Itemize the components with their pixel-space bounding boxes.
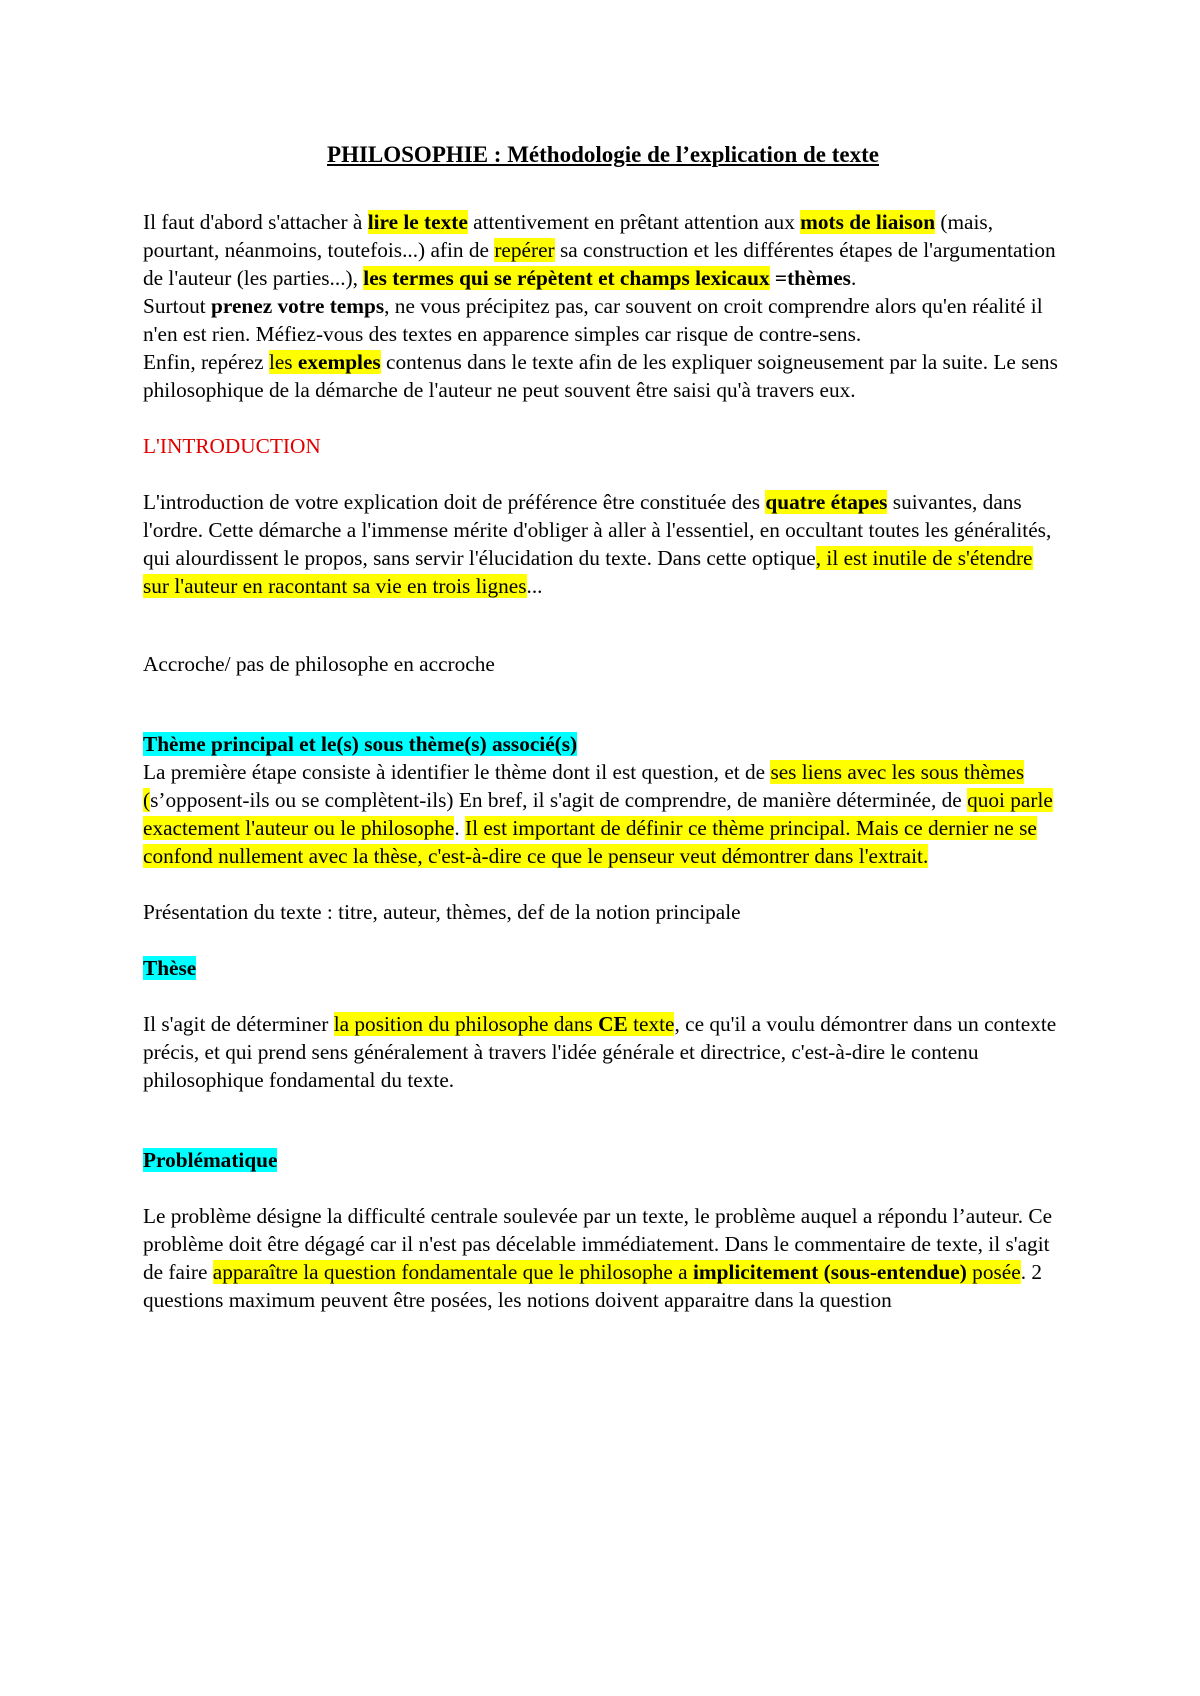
document-content: [143, 140, 1063, 1314]
text-run: , ce qu'il a voulu démontrer dans un contexte précis, et qui prend sens généralement à travers l'idée générale et directrice, c'est-à-dire le contenu philosophique fondamental du texte.: [143, 1012, 1057, 1092]
text-run: (mais, pourtant, néanmoins, toutefois...) afin de: [143, 210, 994, 262]
intro-paragraph-2: [143, 292, 1063, 348]
text-run: ...: [526, 574, 543, 598]
text-run: Il s'agit de déterminer: [143, 1012, 334, 1036]
theme-paragraph: [143, 758, 1063, 870]
text-run: . 2 questions maximum peuvent être posées, les notions doivent apparaitre dans la question: [143, 1260, 1042, 1312]
highlight-les: les: [268, 350, 298, 374]
highlight-reperer: repérer: [494, 238, 555, 262]
highlight-philosopher-position: la position du philosophe dans: [333, 1012, 599, 1036]
text-run: sa construction et les différentes étapes de l'argumentation de l'auteur (les parties...),: [143, 238, 1056, 290]
highlight-four-steps: quatre étapes: [765, 490, 888, 514]
problematique-heading: Problématique: [143, 1148, 278, 1172]
introduction-paragraph: [143, 488, 1063, 600]
these-paragraph: [143, 1010, 1063, 1094]
text-run: .: [850, 266, 857, 290]
intro-paragraph-1: [143, 208, 1063, 292]
highlight-posee: posée: [966, 1260, 1021, 1284]
these-heading: Thèse: [143, 956, 197, 980]
text-run: La première étape consiste à identifier le thème dont il est question, et de: [143, 760, 771, 784]
highlight-define-theme: Il est important de définir ce thème principal. Mais ce dernier ne se confond nullement avec la thèse, c'est-à-dire ce que le penseur veut démontrer dans l'extrait.: [143, 816, 1037, 868]
highlight-examples: exemples: [297, 350, 381, 374]
text-run: , ne vous précipitez pas, car souvent on croit comprendre alors qu'en réalité il n'en est rien. Méfiez-vous des textes en apparence simples car risque de contre-sens.: [143, 294, 1043, 346]
bold-take-time: prenez votre temps: [211, 294, 385, 318]
highlight-linking-words: mots de liaison: [800, 210, 936, 234]
text-run: .: [454, 816, 466, 840]
highlight-implicitly: implicitement (sous-entendue): [692, 1260, 967, 1284]
page-title: PHILOSOPHIE : Méthodologie de l’explication de texte: [327, 142, 879, 167]
accroche-line: Accroche/ pas de philosophe en accroche: [143, 652, 495, 676]
presentation-line: Présentation du texte : titre, auteur, thèmes, def de la notion principale: [143, 900, 741, 924]
highlight-fundamental-question: apparaître la question fondamentale que le philosophe a: [212, 1260, 693, 1284]
highlight-what-author-talks-about: quoi parle exactement l'auteur ou le philosophe: [143, 788, 1053, 840]
text-run: s’opposent-ils ou se complètent-ils) En bref, il s'agit de comprendre, de manière déterminée, de: [150, 788, 968, 812]
highlight-ce: CE: [598, 1012, 628, 1036]
intro-paragraph-3: [143, 348, 1063, 404]
text-run: Surtout: [143, 294, 212, 318]
introduction-heading: L'INTRODUCTION: [143, 434, 321, 458]
text-run: Enfin, repérez: [143, 350, 269, 374]
text-run: =: [769, 266, 788, 290]
text-run: Il faut d'abord s'attacher à: [143, 210, 368, 234]
text-run: contenus dans le texte afin de les expliquer soigneusement par la suite. Le sens philosophique de la démarche de l'auteur ne peut souvent être saisi qu'à travers eux.: [143, 350, 1058, 402]
problematique-heading-line: [143, 1146, 1063, 1174]
text-run: suivantes, dans l'ordre. Cette démarche a l'immense mérite d'obliger à aller à l'essentiel, en occultant toutes les généralités, qui alourdissent le propos, sans servir l'élucidation du texte. Dans cette optique: [143, 490, 1052, 570]
theme-heading-line: [143, 730, 1063, 758]
theme-heading: Thème principal et le(s) sous thème(s) associé(s): [143, 732, 578, 756]
highlight-repeated-terms: les termes qui se répètent et champs lexicaux: [363, 266, 770, 290]
highlight-sub-themes: ses liens avec les sous thèmes (: [143, 760, 1025, 812]
text-run: attentivement en prêtant attention aux: [467, 210, 801, 234]
these-heading-line: [143, 954, 1063, 982]
text-run: Le problème désigne la difficulté centrale soulevée par un texte, le problème auquel a répondu l’auteur. Ce problème doit être dégagé car il n'est pas décelable immédiatement. Dans le commentaire de texte, il s'agit de faire: [143, 1204, 1053, 1284]
problematique-paragraph: [143, 1202, 1063, 1314]
bold-themes: thèmes: [787, 266, 851, 290]
highlight-texte: texte: [627, 1012, 675, 1036]
highlight-read-text: lire le texte: [367, 210, 468, 234]
highlight-useless-biography: , il est inutile de s'étendre sur l'auteur en racontant sa vie en trois lignes: [143, 546, 1033, 598]
text-run: L'introduction de votre explication doit de préférence être constituée des: [143, 490, 766, 514]
